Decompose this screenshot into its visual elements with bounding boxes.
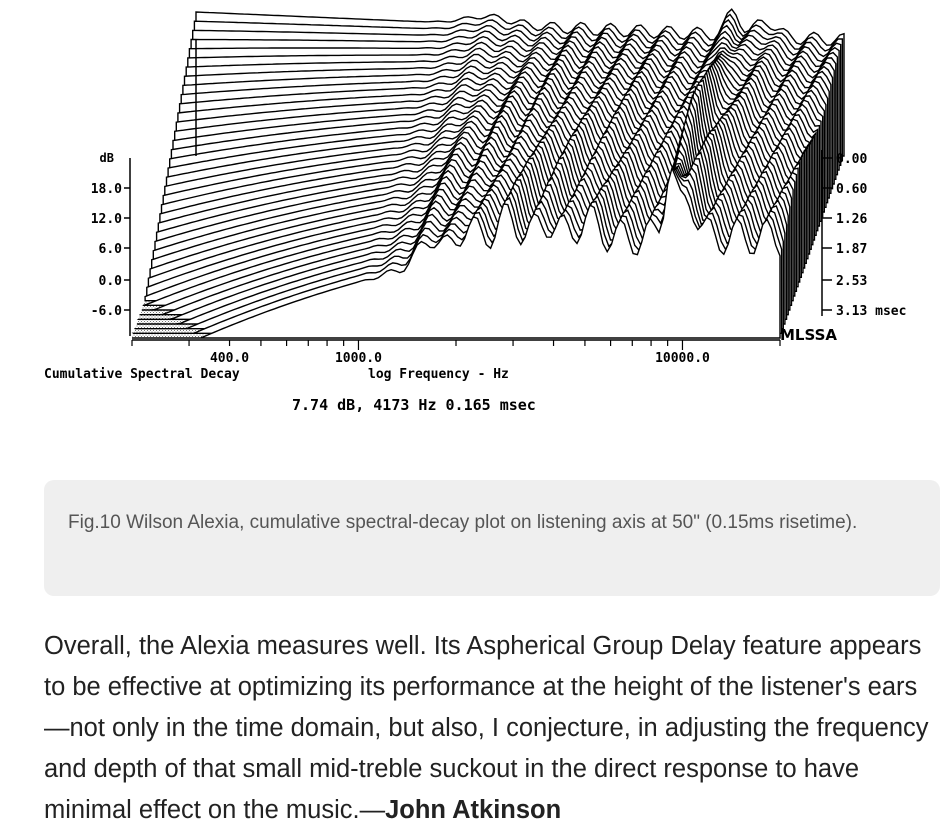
mlssa-brand: MLSSA — [780, 326, 838, 344]
time-tick-label: 0.00 — [836, 152, 868, 167]
cursor-readout: 7.74 dB, 4173 Hz 0.165 msec — [292, 396, 536, 414]
y-tick-label: 18.0 — [90, 182, 122, 197]
y-tick-label: 12.0 — [90, 212, 122, 227]
y-tick-label: 6.0 — [98, 242, 122, 257]
time-tick-label: 1.87 — [836, 242, 868, 257]
x-tick-label: 400.0 — [209, 351, 250, 366]
decay-slices — [132, 9, 844, 338]
y-axis-title: dB — [99, 151, 114, 165]
figure-caption: Fig.10 Wilson Alexia, cumulative spectral-decay plot on listening axis at 50" (0.15ms risetime). — [44, 480, 940, 596]
time-tick-label: 3.13 msec — [836, 304, 907, 319]
article-paragraph — [44, 626, 940, 831]
time-tick-label: 0.60 — [836, 182, 868, 197]
time-tick-label: 2.53 — [836, 274, 868, 289]
article-body: Overall, the Alexia measures well. Its Aspherical Group Delay feature appears to be effective at optimizing its performance at the height of the listener's ears—not only in the time domain, but also, I conjecture, in adjusting the frequency and depth of that small mid-treble suckout in the direct response to have minimal effect on the music.— — [44, 632, 929, 824]
x-axis-title: log Frequency - Hz — [368, 367, 509, 382]
time-tick-label: 1.26 — [836, 212, 868, 227]
chart-title: Cumulative Spectral Decay — [44, 367, 240, 382]
y-tick-label: -6.0 — [90, 304, 122, 319]
x-tick-label: 1000.0 — [334, 351, 382, 366]
x-tick-label: 10000.0 — [655, 351, 710, 366]
author-name: John Atkinson — [385, 796, 562, 824]
y-tick-label: 0.0 — [98, 274, 122, 289]
